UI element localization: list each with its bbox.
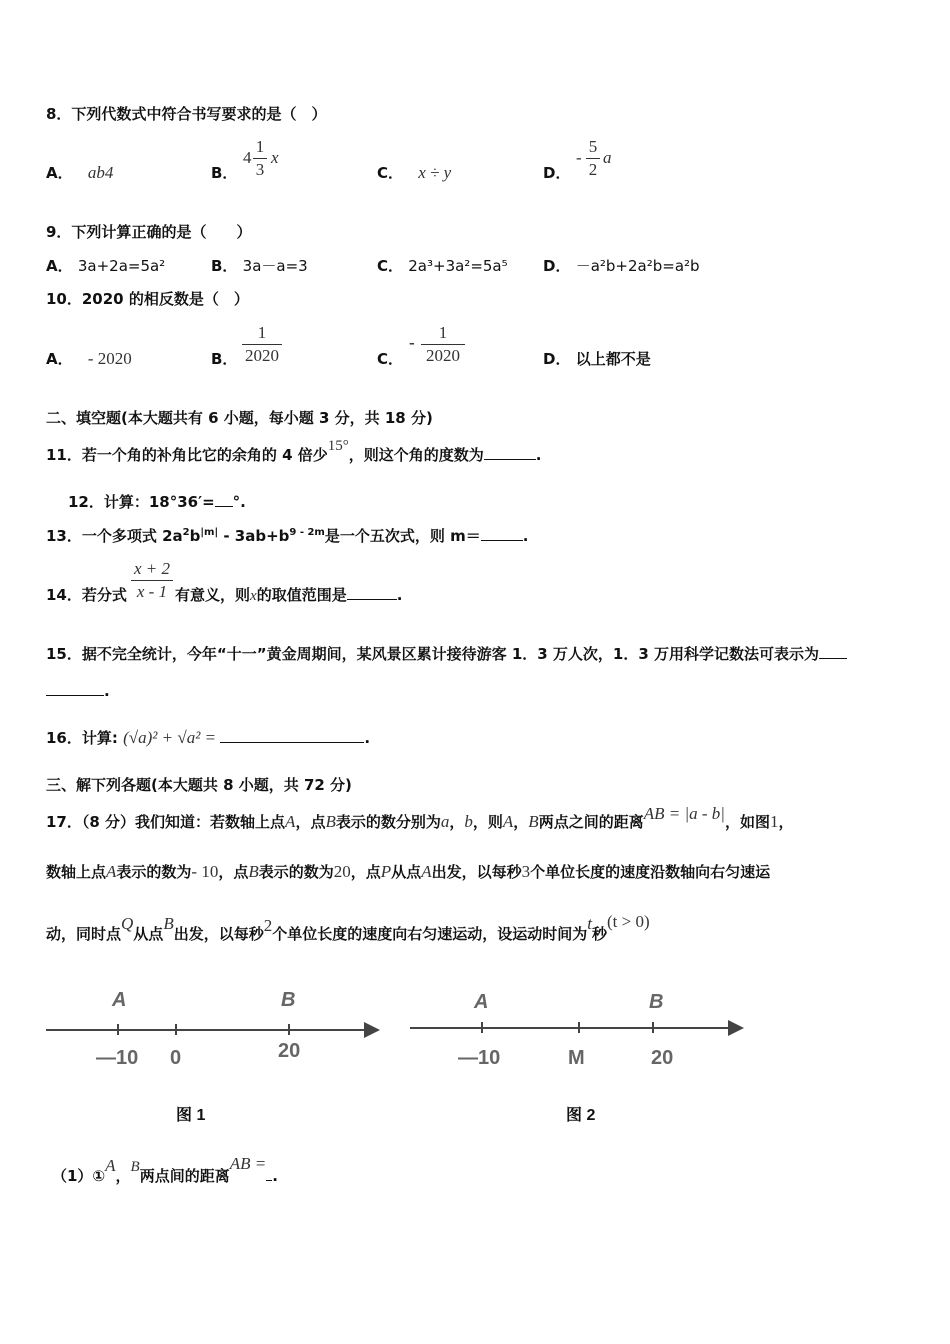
q16-expr: √a² [177, 728, 201, 747]
q14-rest [175, 584, 402, 605]
q11-text: 11．若一个角的补角比它的余角的 4 倍少 [46, 446, 328, 464]
q17-text: 出发，以每秒 [431, 863, 522, 881]
sub1-text: 两点间的距离 [139, 1167, 230, 1185]
q8-d-sign: - [576, 148, 582, 167]
option-expr: 3a－a=3 [242, 257, 308, 275]
q8-b-fraction [253, 136, 267, 181]
figures [0, 975, 950, 1135]
option-label: D． [543, 257, 571, 275]
q11-end: . [535, 446, 542, 464]
q15-cont [46, 681, 110, 700]
answer-blank[interactable] [46, 681, 104, 696]
q17-text: ，点 [350, 863, 381, 881]
q17-text: 表示的数为 [258, 863, 334, 881]
q17-text: 17．（8 分）我们知道：若数轴上点 [46, 813, 286, 831]
tick-label: —10 [96, 1047, 139, 1069]
q13-end: . [522, 527, 529, 545]
point-q: Q [121, 914, 134, 933]
q8-option-d-label: D． [543, 164, 571, 182]
answer-blank[interactable] [347, 585, 397, 600]
point-b: B [130, 1159, 140, 1175]
q13 [46, 525, 528, 546]
q14-text: 的取值范围是 [256, 586, 347, 604]
tick-label: 0 [170, 1047, 182, 1069]
exponent: 9 - 2m [289, 527, 325, 538]
q8-option-c [377, 162, 451, 183]
q15-end: . [104, 682, 110, 700]
q17-text: 秒 [591, 925, 607, 943]
tick-label: M [568, 1047, 585, 1069]
option-expr: －a²b+2a²b=a²b [575, 257, 700, 275]
point-b: B [248, 862, 259, 881]
option-expr: 3a+2a=5a² [77, 257, 166, 275]
q9-stem: 9．下列计算正确的是（ ） [46, 223, 252, 241]
q8-option-a [46, 162, 113, 183]
sub1-expr: AB = [229, 1154, 267, 1173]
section-2-heading: 二、填空题(本大题共有 6 小题，每小题 3 分，共 18 分) [46, 409, 433, 427]
var-t: t [587, 914, 592, 933]
exponent: |m| [200, 527, 219, 538]
label-b: B [649, 991, 664, 1013]
option-label: A． [46, 257, 73, 275]
sub1-prefix: （1）① [52, 1167, 106, 1185]
q8-option-b-label: B． [211, 164, 238, 182]
denominator: x - 1 [131, 580, 173, 603]
answer-blank[interactable] [484, 445, 536, 460]
q17-text: 从点 [133, 925, 164, 943]
q8-stem: 8．下列代数式中符合书写要求的是（ ） [46, 105, 327, 123]
point-a: A [502, 812, 514, 831]
q17-text: ， [449, 813, 465, 831]
answer-blank[interactable] [215, 492, 233, 507]
q13-var: b [189, 527, 201, 545]
q17-text: ， [778, 813, 794, 831]
condition: (t > 0) [606, 912, 650, 931]
speed-p: 3 [521, 862, 531, 881]
label-a: A [474, 991, 489, 1013]
q12-end: °. [232, 493, 246, 511]
sub1-end: . [272, 1167, 278, 1185]
q17-text: ， [513, 813, 529, 831]
label-b: B [281, 989, 296, 1011]
point-b: B [528, 812, 539, 831]
option-label: D． [543, 350, 571, 368]
q16-end: . [364, 729, 371, 747]
denominator: 2020 [421, 344, 465, 367]
q15-text: 15．据不完全统计，今年“十一”黄金周期间，某风景区累计接待游客 1．3 万人次，1．3 万用科学记数法可表示为 [46, 645, 820, 663]
q9-option-c [377, 255, 508, 276]
denominator: 3 [253, 158, 267, 181]
q12 [68, 491, 246, 512]
q16 [46, 727, 370, 748]
figure-ref: 1 [769, 812, 779, 831]
point-a: A [421, 862, 432, 881]
figure-1 [46, 989, 376, 1124]
point-a: A [105, 1156, 116, 1175]
figure-2 [410, 991, 740, 1124]
q17-line3 [46, 912, 650, 944]
q17-text: ，则 [472, 813, 503, 831]
q8-d-fraction [586, 136, 600, 181]
plus-sign: + [162, 728, 173, 747]
q16-text: 16．计算: [46, 729, 118, 747]
q13-text: 13．一个多项式 2a [46, 527, 183, 545]
point-p: P [380, 862, 392, 881]
q10-stem: 10．2020 的相反数是（ ） [46, 290, 249, 308]
answer-blank[interactable] [220, 728, 364, 743]
q12-text: 12．计算：18°36′= [68, 493, 215, 511]
q17-text: 表示的数分别为 [335, 813, 441, 831]
q8-d-var: a [603, 148, 612, 167]
q14-var: x [250, 588, 257, 604]
q10-c-fraction [421, 322, 465, 367]
q9-option-d [543, 255, 700, 276]
point-a: A [285, 812, 296, 831]
tick-label: 20 [651, 1047, 674, 1069]
value-b: 20 [333, 862, 351, 881]
figure-1-caption: 图 1 [176, 1107, 206, 1124]
q17-text: 从点 [391, 863, 422, 881]
option-label: C． [377, 164, 404, 182]
tick-label: 20 [278, 1040, 301, 1062]
figure-2-caption: 图 2 [566, 1107, 596, 1124]
option-label: C． [377, 257, 404, 275]
numerator: 5 [588, 137, 598, 156]
option-expr: ab4 [87, 163, 114, 182]
q17-text: 个单位长度的速度向右匀速运动，设运动时间为 [272, 925, 588, 943]
q10-option-a [46, 348, 132, 369]
option-label: B． [211, 257, 238, 275]
q17-text: 个单位长度的速度沿数轴向右匀速运 [530, 863, 771, 881]
q13-text: 是一个五次式，则 m＝ [324, 527, 481, 545]
q8-b-var: x [271, 148, 279, 167]
point-b: B [163, 914, 174, 933]
q11-text: ，则这个角的度数为 [348, 446, 484, 464]
option-label: A． [46, 350, 73, 368]
option-label: A． [46, 164, 73, 182]
sub-question-1 [52, 1154, 278, 1186]
denominator: 2 [586, 158, 600, 181]
q10-option-d [543, 348, 651, 369]
q14-text: 有意义，则 [175, 586, 251, 604]
numerator: 1 [257, 323, 267, 342]
q10-option-b-label: B． [211, 350, 238, 368]
var-a: a [440, 812, 450, 831]
q17-text: 动，同时点 [46, 925, 122, 943]
tick-label: —10 [458, 1047, 501, 1069]
q15 [46, 643, 847, 664]
label-a: A [112, 989, 127, 1011]
equals-sign: = [205, 728, 216, 747]
q17-line2 [46, 861, 770, 882]
value-a: - 10 [191, 862, 219, 881]
distance-formula: AB = |a - b| [643, 804, 725, 823]
numerator: 1 [438, 323, 448, 342]
q17-text: ，点 [218, 863, 249, 881]
q14-text-a: 14．若分式 [46, 586, 127, 604]
point-b: B [325, 812, 336, 831]
q11-degree: 15° [327, 438, 349, 454]
speed-q: 2 [263, 916, 273, 935]
q9-option-a [46, 255, 165, 276]
q13-text: - 3ab+b [218, 527, 290, 545]
q17-text: ，点 [295, 813, 326, 831]
q14-end: . [396, 586, 403, 604]
option-expr: 2a³+3a²=5a⁵ [408, 257, 508, 275]
option-expr: x ÷ y [418, 163, 452, 182]
q17-text: 两点之间的距离 [538, 813, 644, 831]
option-expr: 以上都不是 [575, 350, 651, 368]
q17-text: ，如图 [724, 813, 770, 831]
sub1-text: ， [115, 1167, 131, 1185]
point-a: A [106, 862, 117, 881]
denominator: 2020 [242, 344, 282, 367]
q17-text: 表示的数为 [116, 863, 192, 881]
q17-text: 出发，以每秒 [173, 925, 264, 943]
q8-b-whole: 4 [243, 148, 252, 167]
q17-text: 数轴上点 [46, 863, 107, 881]
answer-blank[interactable] [481, 526, 523, 541]
numerator: x + 2 [133, 559, 171, 578]
exponent: 2 [182, 527, 190, 538]
q10-option-c-label: C． [377, 350, 404, 368]
q17-line1 [46, 804, 794, 832]
var-b: b [464, 812, 473, 831]
q14-fraction [131, 558, 173, 603]
section-3-heading: 三、解下列各题(本大题共 8 小题，共 72 分) [46, 776, 352, 794]
q11 [46, 438, 542, 465]
option-expr: - 2020 [87, 349, 132, 368]
q10-c-sign: - [409, 333, 415, 352]
numerator: 1 [255, 137, 265, 156]
q9-option-b [211, 255, 308, 276]
answer-blank[interactable] [819, 644, 847, 659]
q10-b-fraction [242, 322, 282, 367]
q16-expr: (√a)² [123, 728, 158, 747]
